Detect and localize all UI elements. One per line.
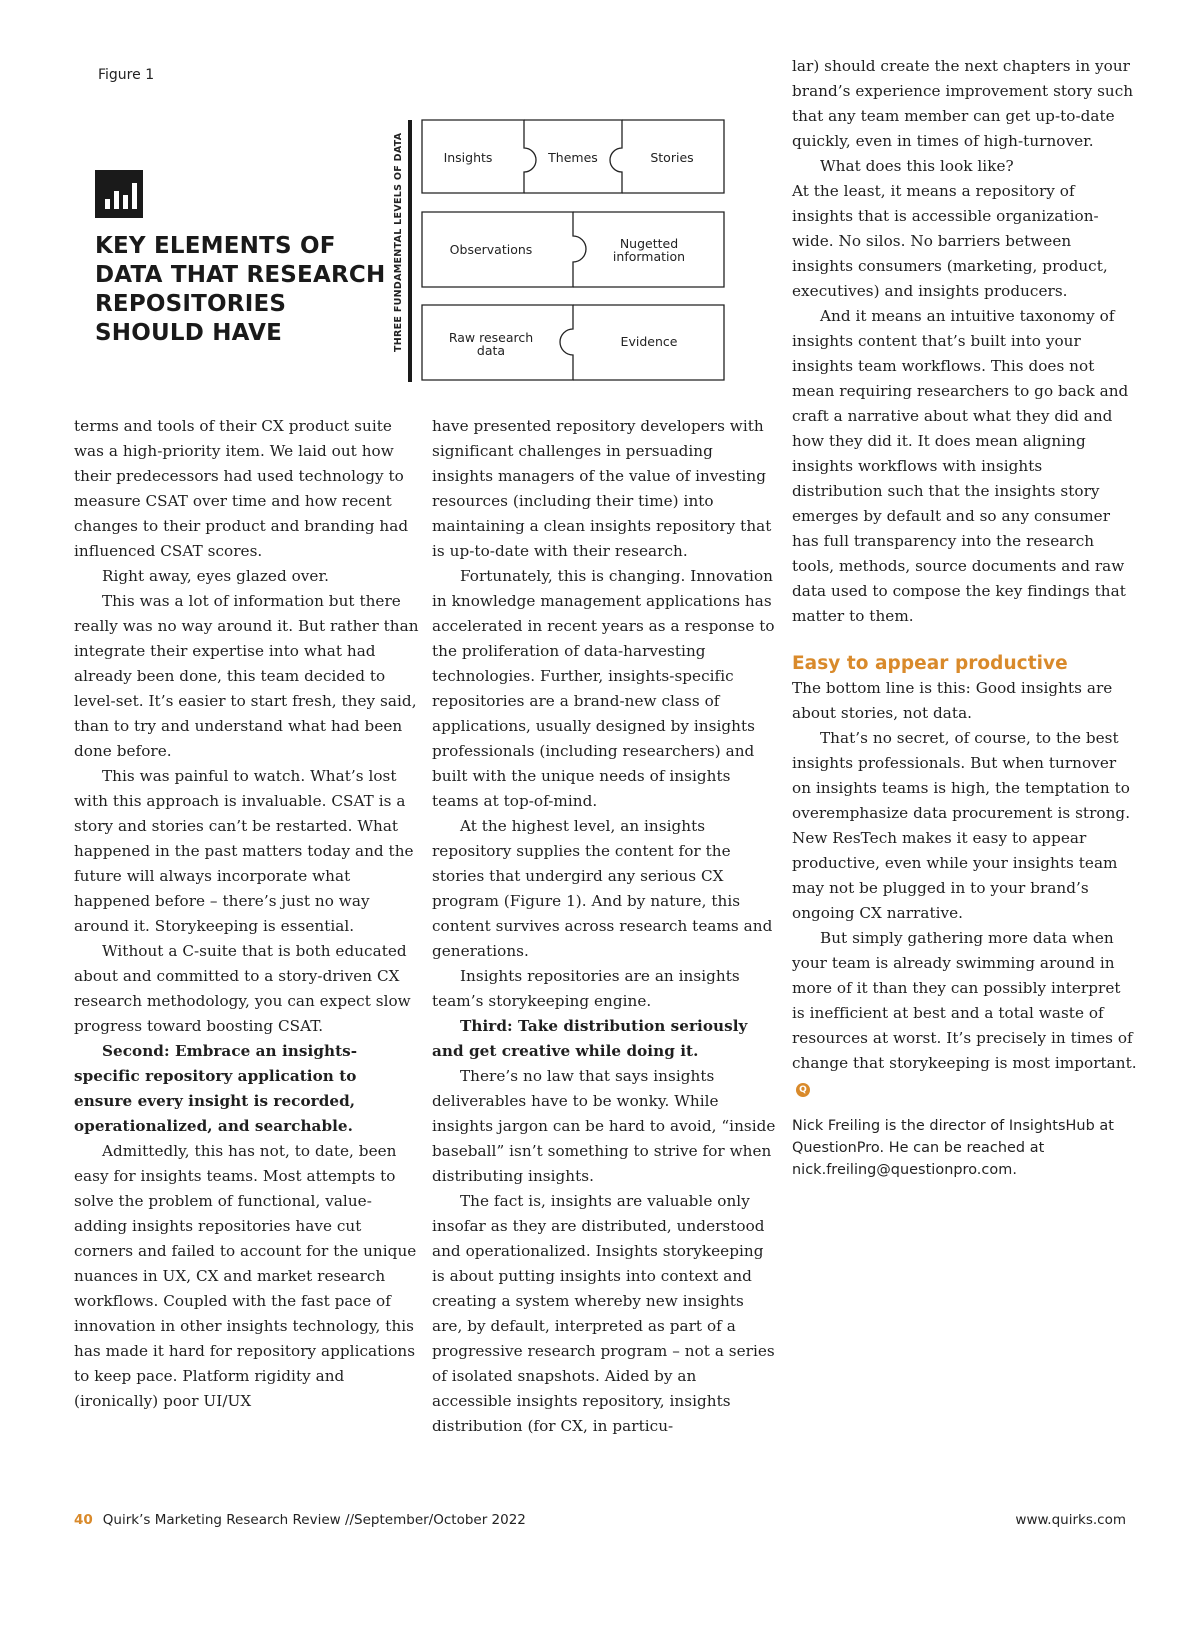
column-middle bbox=[432, 414, 777, 1439]
paragraph: At the least, it means a repository of insights that is accessible organization-wide. No silos. No barriers between insights consumers (marketing, product, executives) and insights producers. bbox=[792, 182, 1108, 300]
paragraph: Fortunately, this is changing. Innovation in knowledge management applications has accelerated in recent years as a response to the proliferation of data-harvesting technologies. Further, insights-specific repositories are a brand-new class of applications, usually designed by insights professionals (including researchers) and built with the unique needs of insights teams at top-of-mind. bbox=[432, 567, 775, 810]
data-levels-diagram bbox=[393, 118, 758, 398]
diagram-cell: data bbox=[476, 343, 506, 358]
paragraph: At the highest level, an insights repository supplies the content for the stories that undergird any serious CX program (Figure 1). And by nature, this content survives across research teams and generations. bbox=[432, 817, 773, 960]
figure-label: Figure 1 bbox=[98, 67, 155, 83]
diagram-row-observations bbox=[422, 212, 724, 287]
section-lead: Third: Take distribution seriously and get creative while doing it. bbox=[432, 1017, 748, 1060]
figure-title-line: DATA THAT RESEARCH bbox=[95, 262, 386, 288]
diagram-cell: Observations bbox=[449, 242, 533, 257]
page-footer bbox=[74, 1512, 1126, 1534]
diagram-cell: information bbox=[612, 249, 686, 264]
diagram-cell: Themes bbox=[548, 150, 598, 165]
end-mark-icon: Q bbox=[796, 1083, 810, 1097]
diagram-row-raw-research bbox=[422, 305, 724, 380]
paragraph: Admittedly, this has not, to date, been easy for insights teams. Most attempts to solve the problem of functional, value-adding insights repositories have cut corners and failed to account for the unique nuances in UX, CX and market research workflows. Coupled with the fast pace of innovation in other insights technology, this has made it hard for repository applications to keep pace. Platform rigidity and (ironically) poor UI/UX bbox=[74, 1142, 417, 1410]
publication-name: Quirk’s Marketing Research Review //September/October 2022 bbox=[102, 1512, 526, 1528]
paragraph: There’s no law that says insights deliverables have to be wonky. While insights jargon can be hard to avoid, “inside baseball” isn’t something to strive for when distributing insights. bbox=[432, 1067, 776, 1185]
diagram-axis-label: THREE FUNDAMENTAL LEVELS OF DATA bbox=[393, 132, 404, 352]
figure-title-line: SHOULD HAVE bbox=[95, 320, 282, 346]
paragraph: What does this look like? bbox=[820, 157, 1014, 175]
author-bio: Nick Freiling is the director of InsightsHub at QuestionPro. He can be reached at nick.freiling@questionpro.com. bbox=[792, 1118, 1114, 1178]
column-left bbox=[74, 414, 419, 1414]
diagram-cell: Stories bbox=[650, 150, 694, 165]
diagram-cell: Evidence bbox=[620, 334, 678, 349]
figure-title-line: REPOSITORIES bbox=[95, 291, 287, 317]
diagram-row-insights bbox=[422, 120, 724, 193]
paragraph: terms and tools of their CX product suite was a high-priority item. We laid out how their predecessors had used technology to measure CSAT over time and how recent changes to their product and branding had influenced CSAT scores. bbox=[74, 417, 409, 560]
paragraph-text: But simply gathering more data when your team is already swimming around in more of it than they can possibly interpret is inefficient at best and a total waste of resources at worst. It’s precisely in times of change that storykeeping is most important. bbox=[792, 929, 1137, 1072]
paragraph: That’s no secret, of course, to the best insights professionals. But when turnover on insights teams is high, the temptation to overemphasize data procurement is strong. New ResTech makes it easy to appear productive, even while your insights team may not be plugged in to your brand’s ongoing CX narrative. bbox=[792, 729, 1131, 922]
diagram-axis-bar bbox=[408, 120, 412, 382]
diagram-cell: Insights bbox=[443, 150, 493, 165]
paragraph-final bbox=[792, 926, 1137, 1101]
paragraph: This was painful to watch. What’s lost with this approach is invaluable. CSAT is a story and stories can’t be restarted. What happened in the past matters today and the future will always incorporate what happened before – there’s just no way around it. Storykeeping is essential. bbox=[74, 767, 414, 935]
section-subhead: Easy to appear productive bbox=[792, 653, 1068, 674]
paragraph: Right away, eyes glazed over. bbox=[102, 567, 329, 585]
paragraph: lar) should create the next chapters in your brand’s experience improvement story such that any team member can get up-to-date quickly, even in times of high-turnover. bbox=[792, 57, 1134, 150]
section-lead: Second: Embrace an insights-specific repository application to ensure every insight is recorded, operationalized, and searchable. bbox=[74, 1042, 358, 1135]
paragraph: And it means an intuitive taxonomy of insights content that’s built into your insights team workflows. This does not mean requiring researchers to go back and craft a narrative about what they did and how they did it. It does mean aligning insights workflows with insights distribution such that the insights story emerges by default and so any consumer has full transparency into the research tools, methods, source documents and raw data used to compose the key findings that matter to them. bbox=[792, 307, 1129, 625]
paragraph: Insights repositories are an insights team’s storykeeping engine. bbox=[432, 967, 740, 1010]
column-right bbox=[792, 54, 1137, 1181]
diagram-cell: Raw research bbox=[448, 330, 534, 345]
page-number: 40 bbox=[74, 1512, 93, 1528]
paragraph: The bottom line is this: Good insights are about stories, not data. bbox=[792, 679, 1113, 722]
paragraph: have presented repository developers with significant challenges in persuading insights managers of the value of investing resources (including their time) into maintaining a clean insights repository that is up-to-date with their research. bbox=[432, 417, 772, 560]
figure-title bbox=[95, 232, 395, 348]
diagram-cell: Nugetted bbox=[619, 236, 679, 251]
website-link[interactable]: www.quirks.com bbox=[1015, 1512, 1126, 1528]
paragraph: The fact is, insights are valuable only insofar as they are distributed, understood and operationalized. Insights storykeeping is about putting insights into context and creating a system whereby new insights are, by default, interpreted as part of a progressive research program – not a series of isolated snapshots. Aided by an accessible insights repository, insights distribution (for CX, in particu- bbox=[432, 1192, 775, 1435]
paragraph: Without a C-suite that is both educated about and committed to a story-driven CX research methodology, you can expect slow progress toward boosting CSAT. bbox=[74, 942, 411, 1035]
bar-chart-icon bbox=[95, 170, 143, 218]
paragraph: This was a lot of information but there really was no way around it. But rather than integrate their expertise into what had already been done, this team decided to level-set. It’s easier to start fresh, they said, than to try and understand what had been done before. bbox=[74, 592, 419, 760]
figure-title-line: KEY ELEMENTS OF bbox=[95, 233, 336, 259]
